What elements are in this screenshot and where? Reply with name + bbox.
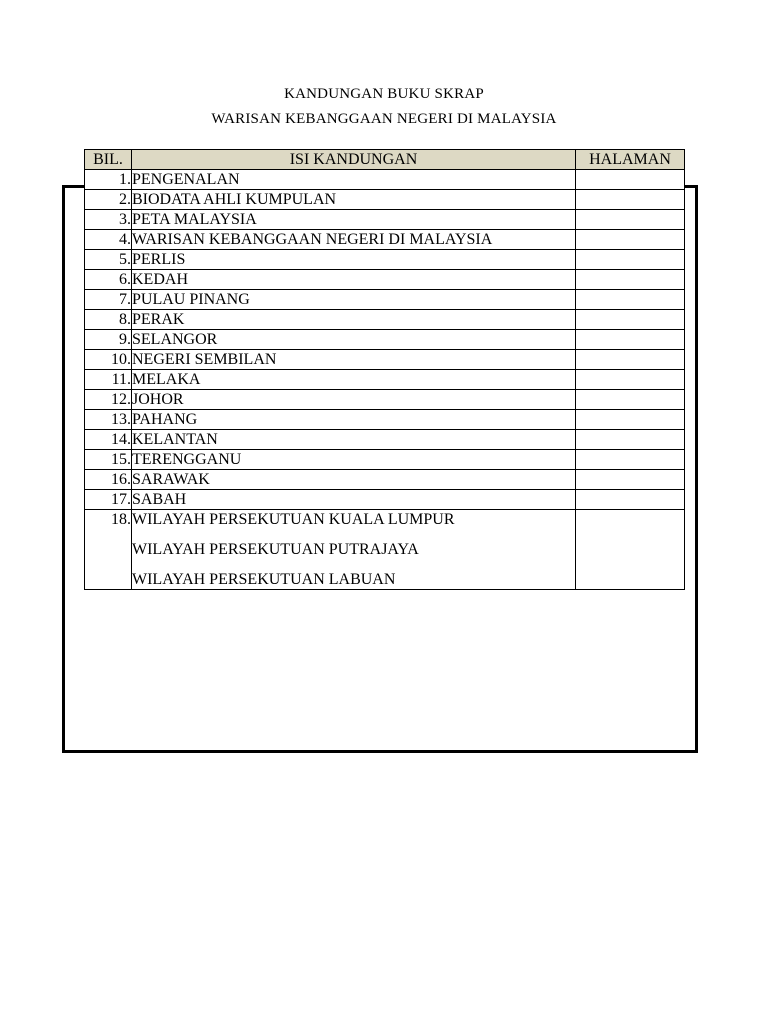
row-content: PERAK <box>132 310 576 330</box>
row-number: 4. <box>85 230 132 250</box>
row-content: SELANGOR <box>132 330 576 350</box>
header-isi-kandungan: ISI KANDUNGAN <box>132 150 576 170</box>
row-number: 12. <box>85 390 132 410</box>
row-page-number <box>576 190 685 210</box>
row-page-number <box>576 410 685 430</box>
table-row <box>85 350 685 370</box>
row-content: SABAH <box>132 490 576 510</box>
row-number: 5. <box>85 250 132 270</box>
row-number: 2. <box>85 190 132 210</box>
table-row <box>85 430 685 450</box>
row-page-number <box>576 390 685 410</box>
table-row <box>85 310 685 330</box>
row-page-number <box>576 490 685 510</box>
row-page-number <box>576 230 685 250</box>
row-number: 13. <box>85 410 132 430</box>
row-content: PULAU PINANG <box>132 290 576 310</box>
row-content-line: WILAYAH PERSEKUTUAN KUALA LUMPUR <box>132 511 455 528</box>
row-number: 9. <box>85 330 132 350</box>
row-page-number <box>576 330 685 350</box>
row-page-number <box>576 370 685 390</box>
row-page-number <box>576 270 685 290</box>
row-page-number <box>576 290 685 310</box>
row-content-line: WILAYAH PERSEKUTUAN LABUAN <box>132 571 396 588</box>
header-bil: BIL. <box>85 150 132 170</box>
table-row <box>85 330 685 350</box>
row-number: 7. <box>85 290 132 310</box>
row-content: PAHANG <box>132 410 576 430</box>
row-content: TERENGGANU <box>132 450 576 470</box>
row-content: SARAWAK <box>132 470 576 490</box>
row-number: 1. <box>85 170 132 190</box>
row-content: JOHOR <box>132 390 576 410</box>
row-content-line: WILAYAH PERSEKUTUAN PUTRAJAYA <box>132 541 419 558</box>
table-row <box>85 210 685 230</box>
row-page-number <box>576 170 685 190</box>
row-content: PETA MALAYSIA <box>132 210 576 230</box>
table-row <box>85 230 685 250</box>
row-content <box>132 510 576 590</box>
row-number: 8. <box>85 310 132 330</box>
row-number: 16. <box>85 470 132 490</box>
row-page-number <box>576 250 685 270</box>
row-content: PENGENALAN <box>132 170 576 190</box>
row-page-number <box>576 350 685 370</box>
document-subtitle: WARISAN KEBANGGAAN NEGERI DI MALAYSIA <box>211 111 557 127</box>
row-content: MELAKA <box>132 370 576 390</box>
row-number: 18. <box>85 510 132 590</box>
row-page-number <box>576 510 685 590</box>
table-row <box>85 170 685 190</box>
row-number: 15. <box>85 450 132 470</box>
row-content: WARISAN KEBANGGAAN NEGERI DI MALAYSIA <box>132 230 576 250</box>
table-row <box>85 270 685 290</box>
row-number: 14. <box>85 430 132 450</box>
row-number: 6. <box>85 270 132 290</box>
row-page-number <box>576 450 685 470</box>
table-row <box>85 250 685 270</box>
row-page-number <box>576 210 685 230</box>
table-header-row <box>85 150 685 170</box>
row-content: NEGERI SEMBILAN <box>132 350 576 370</box>
row-number: 10. <box>85 350 132 370</box>
table-row <box>85 290 685 310</box>
table-row <box>85 450 685 470</box>
table-row <box>85 510 685 590</box>
row-number: 3. <box>85 210 132 230</box>
row-page-number <box>576 310 685 330</box>
row-number: 17. <box>85 490 132 510</box>
table-row <box>85 370 685 390</box>
table-row <box>85 190 685 210</box>
row-content: PERLIS <box>132 250 576 270</box>
row-content: KEDAH <box>132 270 576 290</box>
table-row <box>85 490 685 510</box>
header-halaman: HALAMAN <box>576 150 685 170</box>
row-number: 11. <box>85 370 132 390</box>
row-page-number <box>576 430 685 450</box>
row-page-number <box>576 470 685 490</box>
table-row <box>85 470 685 490</box>
row-content: BIODATA AHLI KUMPULAN <box>132 190 576 210</box>
document-title: KANDUNGAN BUKU SKRAP <box>284 86 484 102</box>
contents-table <box>84 149 685 590</box>
table-row <box>85 390 685 410</box>
row-content: KELANTAN <box>132 430 576 450</box>
table-row <box>85 410 685 430</box>
